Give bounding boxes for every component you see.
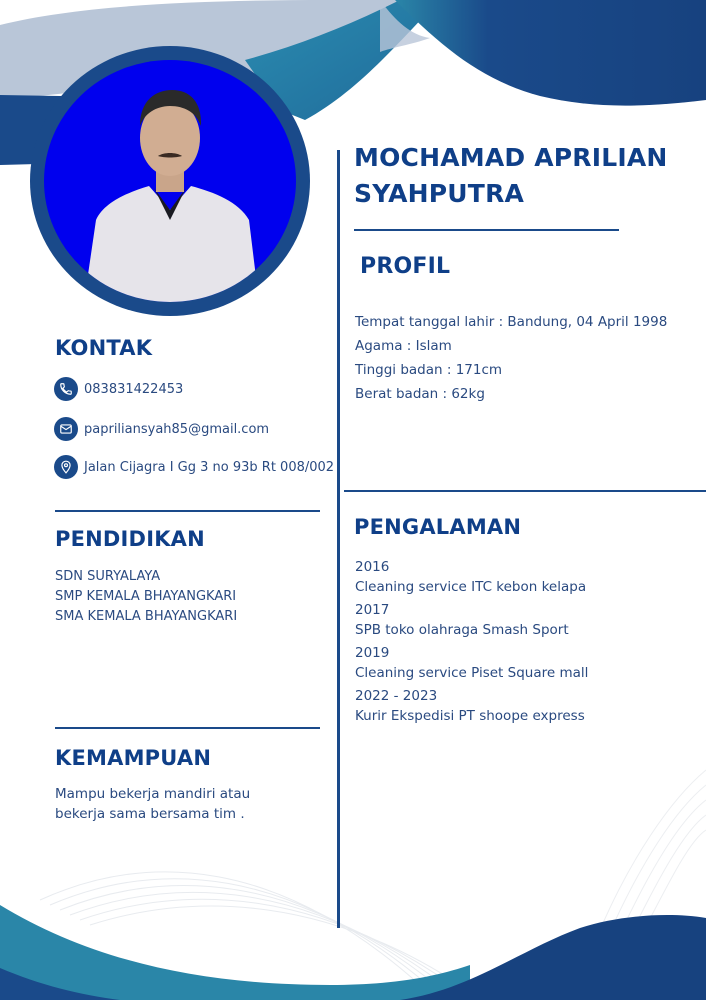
profile-religion: Agama : Islam xyxy=(355,338,452,354)
profile-height: Tinggi badan : 171cm xyxy=(355,362,503,378)
experience-divider xyxy=(344,490,706,492)
contact-list xyxy=(54,376,334,480)
profile-list xyxy=(355,310,667,406)
contact-heading: KONTAK xyxy=(55,336,153,360)
experience-year: 2022 - 2023 xyxy=(355,688,438,704)
name-line-2: SYAHPUTRA xyxy=(354,179,525,208)
experience-item xyxy=(355,643,588,684)
skills-heading: KEMAMPUAN xyxy=(55,746,212,770)
experience-desc: Cleaning service Piset Square mall xyxy=(355,665,589,681)
education-divider xyxy=(55,510,320,512)
address-text: Jalan Cijagra I Gg 3 no 93b Rt 008/002 xyxy=(84,459,335,475)
experience-year: 2019 xyxy=(355,645,390,661)
skills-text xyxy=(55,784,250,824)
skills-line-2: bekerja sama bersama tim . xyxy=(55,806,245,822)
experience-item xyxy=(355,686,588,727)
phone-number[interactable]: 083831422453 xyxy=(84,381,184,397)
email-address[interactable]: papriliansyah85@gmail.com xyxy=(84,421,270,437)
full-name xyxy=(354,140,668,212)
contact-address xyxy=(54,454,334,480)
vertical-divider xyxy=(337,150,340,928)
experience-item xyxy=(355,557,588,598)
contact-email xyxy=(54,416,334,442)
experience-list xyxy=(355,555,588,727)
experience-item xyxy=(355,600,588,641)
profile-heading: PROFIL xyxy=(360,254,451,279)
name-line-1: MOCHAMAD APRILIAN xyxy=(354,143,668,172)
person-silhouette-icon xyxy=(44,60,296,302)
education-list xyxy=(55,567,237,627)
profile-photo xyxy=(44,60,296,302)
education-heading: PENDIDIKAN xyxy=(55,527,205,551)
profile-birth: Tempat tanggal lahir : Bandung, 04 April 1998 xyxy=(355,314,668,330)
skills-line-1: Mampu bekerja mandiri atau xyxy=(55,786,251,802)
mail-icon xyxy=(54,417,78,441)
education-item: SMA KEMALA BHAYANGKARI xyxy=(55,609,238,624)
experience-heading: PENGALAMAN xyxy=(354,515,522,539)
experience-year: 2016 xyxy=(355,559,390,575)
profile-photo-frame xyxy=(30,46,310,316)
contact-phone xyxy=(54,376,334,402)
experience-year: 2017 xyxy=(355,602,390,618)
location-pin-icon xyxy=(54,455,78,479)
phone-icon xyxy=(54,377,78,401)
name-underline xyxy=(354,229,619,231)
skills-divider xyxy=(55,727,320,729)
profile-weight: Berat badan : 62kg xyxy=(355,386,485,402)
education-item: SMP KEMALA BHAYANGKARI xyxy=(55,589,237,604)
experience-desc: Kurir Ekspedisi PT shoope express xyxy=(355,708,585,724)
experience-desc: SPB toko olahraga Smash Sport xyxy=(355,622,569,638)
education-item: SDN SURYALAYA xyxy=(55,569,161,584)
experience-desc: Cleaning service ITC kebon kelapa xyxy=(355,579,587,595)
